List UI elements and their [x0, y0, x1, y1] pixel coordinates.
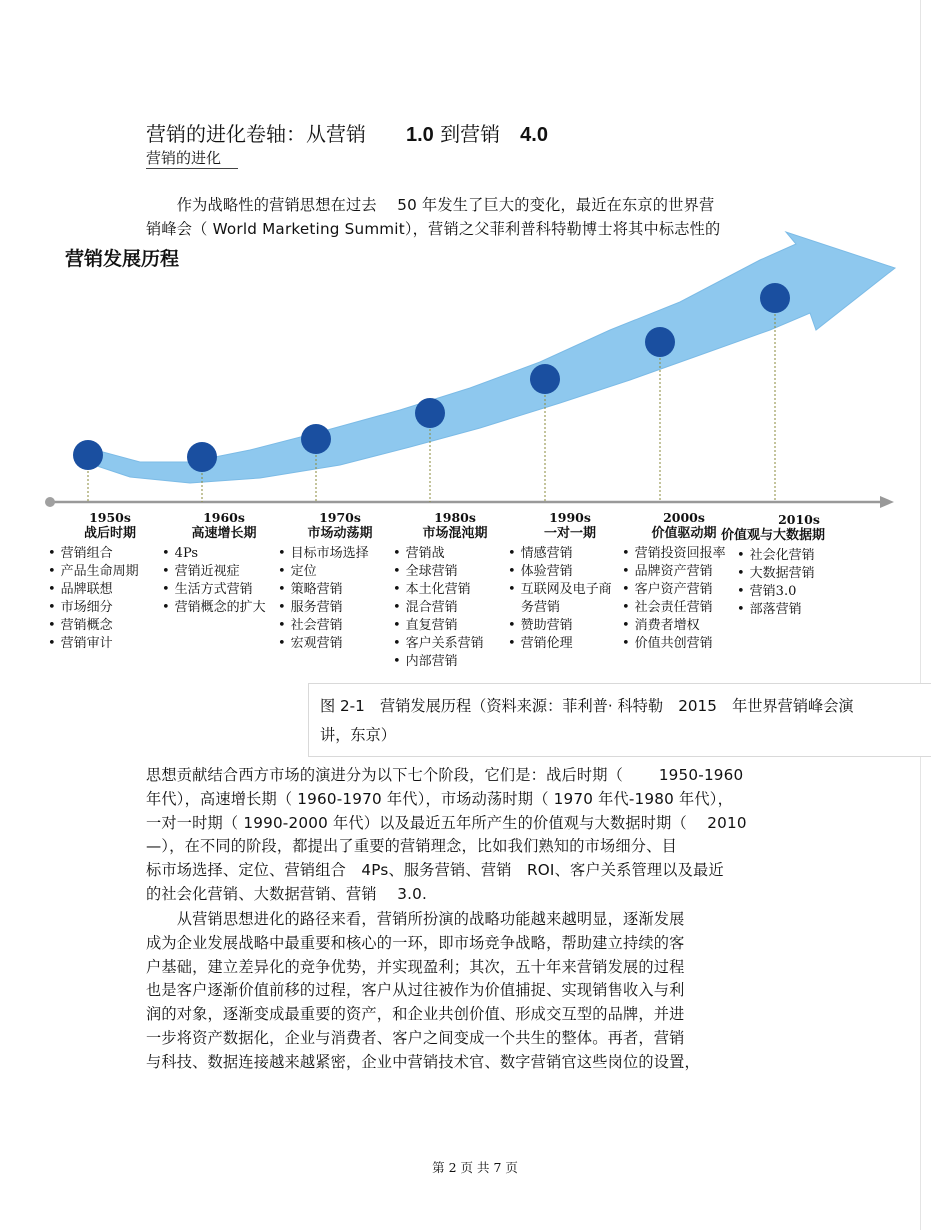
era-item: • 营销组合	[48, 545, 172, 563]
era-marker-dot	[530, 364, 560, 394]
era-year: 1980s	[434, 510, 476, 525]
era-marker-dot	[301, 424, 331, 454]
text-line: 一对一时期（ 1990-2000 年代）以及最近五年所产生的价值观与大数据时期（ 2010	[146, 813, 747, 832]
era-item: • 互联网及电子商	[508, 581, 632, 599]
era-item: • 大数据营销	[737, 565, 861, 583]
era-item: • 市场细分	[48, 599, 172, 617]
text-line: 年代），高速增长期（ 1960-1970 年代），市场动荡时期（ 1970 年代-1980 年代），	[146, 789, 733, 808]
era-item: • 直复营销	[393, 617, 517, 635]
era-item: • 体验营销	[508, 563, 632, 581]
text-line: 从营销思想进化的路径来看，营销所扮演的战略功能越来越明显，逐渐发展	[146, 910, 685, 928]
text-line: 的社会化营销、大数据营销、营销 3.0.	[146, 884, 428, 903]
subtitle-underline	[146, 168, 238, 169]
era-item: • 营销战	[393, 545, 517, 563]
era-name: 市场动荡期	[307, 526, 373, 541]
section-subtitle: 营销的进化	[146, 149, 222, 167]
era-column	[278, 511, 402, 653]
timeline-title: 营销发展历程	[65, 248, 180, 270]
era-item: • 服务营销	[278, 599, 402, 617]
era-item-list	[737, 547, 861, 619]
era-year: 1990s	[549, 510, 591, 525]
era-item: • 混合营销	[393, 599, 517, 617]
era-name: 价值驱动期	[651, 526, 717, 541]
era-name: 战后时期	[83, 526, 136, 541]
era-item: • 营销审计	[48, 635, 172, 653]
era-column	[721, 511, 861, 619]
era-marker-dot	[415, 398, 445, 428]
era-item: • 营销投资回报率	[622, 545, 746, 563]
era-item: • 内部营销	[393, 653, 517, 671]
body-paragraph-1	[146, 764, 747, 907]
era-item: • 全球营销	[393, 563, 517, 581]
era-item-list	[393, 545, 517, 671]
era-item: • 产品生命周期	[48, 563, 172, 581]
era-year: 1970s	[319, 510, 361, 525]
era-marker-dot	[187, 442, 217, 472]
body-paragraph-2	[146, 908, 700, 1075]
timeline-figure	[0, 230, 950, 530]
text-line: 一步将资产数据化，企业与消费者、客户之间变成一个共生的整体。再者，营销	[146, 1028, 685, 1047]
era-name: 高速增长期	[191, 526, 257, 541]
text-line: 思想贡献结合西方市场的演进分为以下七个阶段，它们是：战后时期（ 1950-1960	[146, 766, 744, 784]
axis-arrowhead	[880, 496, 894, 508]
era-item: • 营销概念	[48, 617, 172, 635]
era-item: • 营销3.0	[737, 583, 861, 601]
era-column	[48, 511, 172, 653]
text-line: 与科技、数据连接越来越紧密，企业中营销技术官、数字营销官这些岗位的设置，	[146, 1052, 700, 1071]
era-column	[508, 511, 632, 653]
text-line: 标市场选择、定位、营销组合 4Ps、服务营销、营销 ROI、客户关系管理以及最近	[146, 861, 724, 880]
era-year: 1960s	[203, 510, 245, 525]
page-footer: 第 2 页 共 7 页	[432, 1160, 518, 1175]
figure-caption-box	[308, 683, 931, 757]
era-item: • 消费者增权	[622, 617, 746, 635]
section-title: 营销的进化卷轴：从营销 1.0 到营销 4.0	[146, 122, 548, 146]
era-item: • 目标市场选择	[278, 545, 402, 563]
era-item-list	[162, 545, 286, 617]
era-item-list	[508, 545, 632, 653]
era-item: • 部落营销	[737, 601, 861, 619]
era-item-list	[278, 545, 402, 653]
era-item: • 客户关系营销	[393, 635, 517, 653]
era-column	[162, 511, 286, 617]
era-name: 市场混沌期	[422, 526, 488, 541]
era-item: • 本土化营销	[393, 581, 517, 599]
era-item: • 价值共创营销	[622, 635, 746, 653]
era-item: • 客户资产营销	[622, 581, 746, 599]
era-item: • 宏观营销	[278, 635, 402, 653]
era-item: • 生活方式营销	[162, 581, 286, 599]
era-item: • 营销概念的扩大	[162, 599, 286, 617]
era-marker-dot	[73, 440, 103, 470]
era-item: • 品牌联想	[48, 581, 172, 599]
text-line: 也是客户逐渐价值前移的过程，客户从过往被作为价值捕捉、实现销售收入与利	[146, 981, 685, 1000]
era-item: • 营销近视症	[162, 563, 286, 581]
era-column	[393, 511, 517, 671]
era-name: 一对一期	[543, 526, 596, 541]
text-line: 图 2-1 营销发展历程（资料来源：菲利普· 科特勒 2015 年世界营销峰会演	[320, 697, 854, 715]
text-line: 作为战略性的营销思想在过去 50 年发生了巨大的变化，最近在东京的世界营	[146, 196, 715, 214]
axis-origin-dot	[45, 497, 55, 507]
era-year: 2010s	[778, 512, 820, 527]
figure-caption	[320, 692, 925, 750]
era-item: • 4Ps	[162, 545, 286, 563]
text-line: 户基础，建立差异化的竞争优势，并实现盈利；其次，五十年来营销发展的过程	[146, 957, 685, 976]
era-item: • 赞助营销	[508, 617, 632, 635]
era-item-list	[48, 545, 172, 653]
era-item: 务营销	[508, 600, 561, 615]
era-item: • 情感营销	[508, 545, 632, 563]
era-item: • 定位	[278, 563, 402, 581]
era-year: 1950s	[89, 510, 131, 525]
era-name: 价值观与大数据期	[721, 528, 826, 543]
text-line: 成为企业发展战略中最重要和核心的一环，即市场竞争战略，帮助建立持续的客	[146, 933, 685, 952]
era-item-list	[622, 545, 746, 653]
era-year: 2000s	[663, 510, 705, 525]
era-marker-dot	[760, 283, 790, 313]
text-line: 销峰会（ World Marketing Summit），营销之父菲利普科特勒博士将其中标志性的	[146, 219, 721, 238]
era-item: • 营销伦理	[508, 635, 632, 653]
era-item: • 策略营销	[278, 581, 402, 599]
era-item: • 社会化营销	[737, 547, 861, 565]
page-edge-rule	[920, 0, 921, 1230]
text-line: 润的对象，逐渐变成最重要的资产，和企业共创价值、形成交互型的品牌，并进	[146, 1005, 685, 1024]
era-item: • 社会责任营销	[622, 599, 746, 617]
era-item: • 社会营销	[278, 617, 402, 635]
era-item: • 品牌资产营销	[622, 563, 746, 581]
text-line: 讲，东京）	[320, 726, 396, 744]
era-marker-dot	[645, 327, 675, 357]
text-line: —），在不同的阶段，都提出了重要的营销理念，比如我们熟知的市场细分、目	[146, 837, 677, 856]
